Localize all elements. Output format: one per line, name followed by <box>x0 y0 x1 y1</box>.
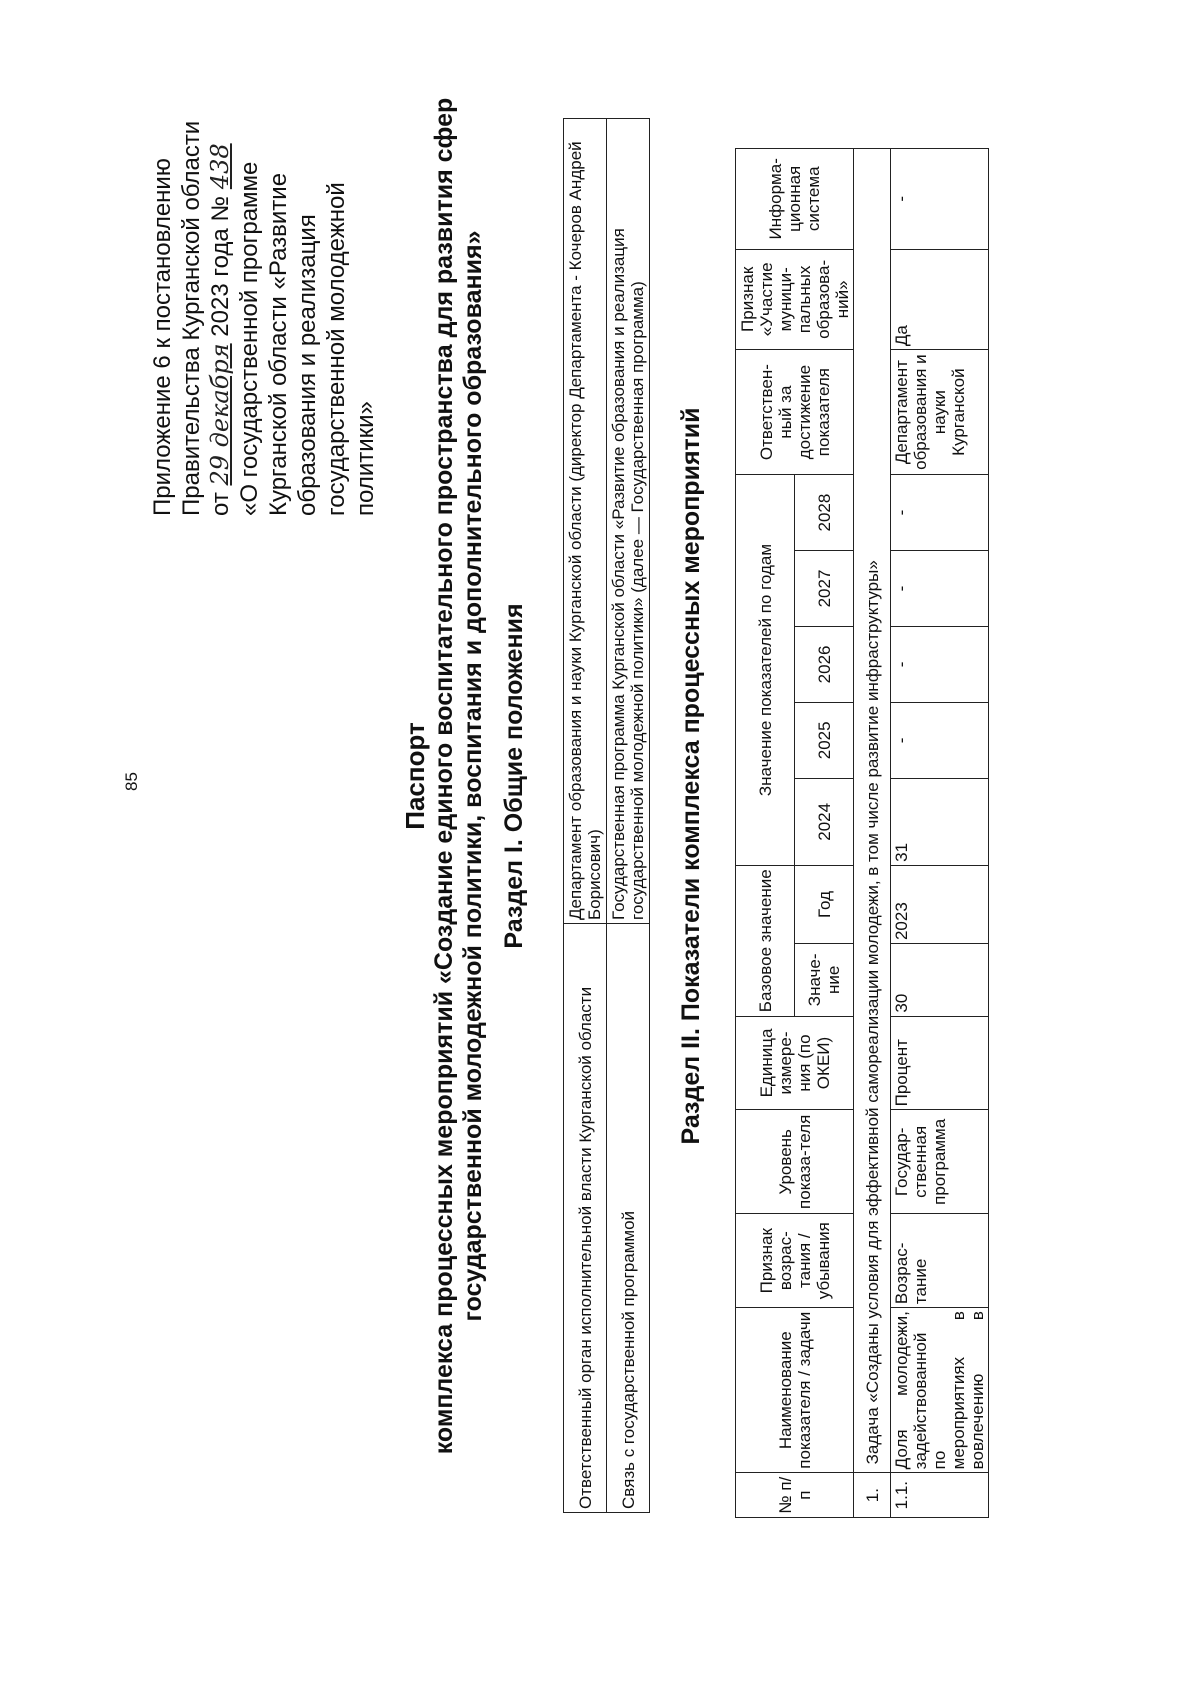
row-level: Государ-ственная программа <box>891 1110 989 1214</box>
handwritten-number: 438 <box>206 143 234 190</box>
passport-subtitle-line: комплекса процессных мероприятий «Создание единого воспитательного пространства для развития сфер <box>430 97 458 1455</box>
row-label: Ответственный орган исполнительной власти Курганской области <box>564 924 607 1513</box>
passport-title-block <box>400 26 488 1526</box>
header-values-by-year: Значение показателей по годам <box>736 475 795 866</box>
row-name-line: Доля молодежи, <box>892 1311 911 1470</box>
table-row <box>891 149 989 1518</box>
header-year: 2026 <box>795 626 854 702</box>
section1-title: Раздел I. Общие положения <box>500 603 528 949</box>
header-level: Уровень показа-теля <box>736 1110 854 1214</box>
appendix-line: политики» <box>352 401 379 516</box>
handwritten-date: 29 декабря <box>206 343 234 486</box>
appendix-line: Приложение 6 к постановлению <box>149 158 176 516</box>
row-value-year: - <box>891 551 989 627</box>
row-info-system: - <box>891 149 989 250</box>
row-name <box>891 1308 989 1473</box>
header-year: 2025 <box>795 702 854 778</box>
appendix-date-mid: 2023 года № <box>207 195 234 337</box>
header-name: Наименование показателя / задачи <box>736 1308 854 1473</box>
metrics-table <box>735 148 989 1518</box>
row-value-year: 31 <box>891 778 989 865</box>
appendix-header <box>148 76 380 516</box>
header-unit: Единица измере-ния (по ОКЕИ) <box>736 1016 854 1110</box>
general-provisions-table <box>563 118 650 1513</box>
row-num: 1.1. <box>891 1473 989 1518</box>
page-number: 85 <box>122 772 141 791</box>
row-value-year: - <box>891 626 989 702</box>
appendix-line: «О государственной программе <box>236 161 263 516</box>
row-value: Государственная программа Курганской области «Развитие образования и реализация государственной молодежной политики» (далее — Государственная программа) <box>607 119 650 924</box>
row-value-year: - <box>891 702 989 778</box>
row-trend: Возрас-тание <box>891 1214 989 1308</box>
header-base-year: Год <box>795 865 854 943</box>
header-year: 2028 <box>795 475 854 551</box>
row-municipal: Да <box>891 249 989 349</box>
header-year: 2024 <box>795 778 854 865</box>
appendix-line: государственной молодежной <box>323 182 350 516</box>
table-row <box>607 119 650 1513</box>
header-trend: Признак возрас-тания / убывания <box>736 1214 854 1308</box>
table-row <box>564 119 607 1513</box>
header-info-system: Информа-ционная система <box>736 149 854 250</box>
passport-title: Паспорт <box>400 722 430 830</box>
header-row <box>736 149 795 1518</box>
row-responsible: Департамент образования и науки Курганской <box>891 350 989 475</box>
task-num: 1. <box>854 1473 891 1518</box>
header-municipal: Признак «Участие муници-пальных образова-ний» <box>736 249 854 349</box>
header-base: Базовое значение <box>736 865 795 1016</box>
appendix-line: Правительства Курганской области <box>178 120 205 516</box>
row-name-line: мероприятиях в <box>949 1311 968 1470</box>
passport-subtitle-line: государственной молодежной политики, воспитания и дополнительного образования» <box>459 230 487 1322</box>
row-value-year: - <box>891 475 989 551</box>
section2-title: Раздел II. Показатели комплекса процессных мероприятий <box>677 407 705 1145</box>
row-value: Департамент образования и науки Курганской области (директор Департамента - Кочеров Андрей Борисович) <box>564 119 607 924</box>
row-base-year: 2023 <box>891 865 989 943</box>
task-row <box>854 149 891 1518</box>
task-text: Задача «Созданы условия для эффективной самореализации молодежи, в том числе развитие инфраструктуры» <box>854 149 891 1473</box>
header-responsible: Ответствен-ный за достижение показателя <box>736 350 854 475</box>
appendix-line: образования и реализация <box>294 214 321 516</box>
row-label: Связь с государственной программой <box>607 924 650 1513</box>
appendix-date-prefix: от <box>207 492 234 516</box>
row-name-line: вовлечению в <box>968 1311 987 1470</box>
header-base-value: Значе-ние <box>795 944 854 1017</box>
header-num: № п/п <box>736 1473 854 1518</box>
row-unit: Процент <box>891 1016 989 1110</box>
header-year: 2027 <box>795 551 854 627</box>
row-name-line: задействованной по <box>911 1332 949 1470</box>
row-base-value: 30 <box>891 944 989 1017</box>
appendix-line: Курганской области «Развитие <box>265 172 292 516</box>
appendix-date-line <box>206 76 235 516</box>
